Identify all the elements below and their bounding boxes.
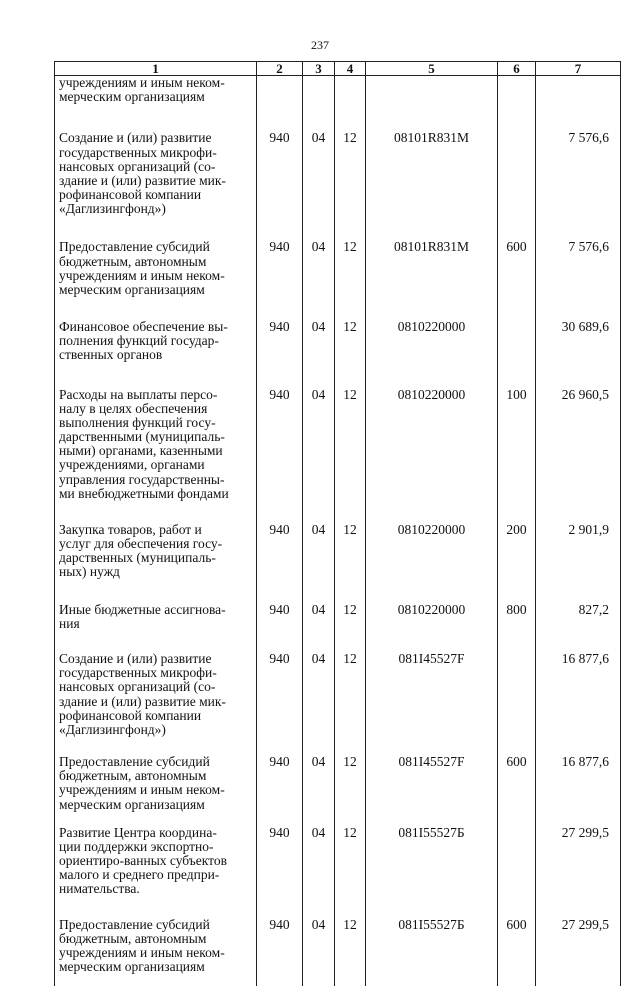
cell-name: Создание и (или) развитие государственных микрофи- нансовых организаций (со- здание и (или) развитие мик- рофинансовой компании «Даглизингфонд») <box>55 131 257 240</box>
table-row <box>55 240 621 320</box>
cell-ministry-code: 940 <box>257 131 303 240</box>
page-number: 237 <box>0 38 640 53</box>
cell-section-code <box>303 76 335 132</box>
cell-target-item-code: 08101R831M <box>366 131 498 240</box>
cell-target-item-code <box>366 76 498 132</box>
cell-name: Расходы на выплаты персо- налу в целях обеспечения выполнения функций госу- дарственными (муниципаль- ными) органами, казенными учреждениями, органами управления государственны- ми внебюджетными фондами <box>55 388 257 523</box>
cell-ministry-code <box>257 76 303 132</box>
cell-amount: 7 576,6 <box>536 240 621 320</box>
cell-name: учреждениям и иным неком- мерческим организациям <box>55 76 257 132</box>
cell-expense-type-code: 600 <box>498 755 536 826</box>
cell-section-code: 04 <box>303 755 335 826</box>
cell-target-item-code: 0810220000 <box>366 388 498 523</box>
cell-subsection-code: 12 <box>335 603 366 652</box>
table-body <box>55 76 621 986</box>
cell-amount: 27 299,5 <box>536 826 621 918</box>
table-row <box>55 826 621 918</box>
cell-expense-type-code <box>498 320 536 388</box>
cell-amount: 26 960,5 <box>536 388 621 523</box>
cell-target-item-code: 08101R831M <box>366 240 498 320</box>
table-row <box>55 131 621 240</box>
table-row <box>55 755 621 826</box>
cell-amount: 30 689,6 <box>536 320 621 388</box>
cell-name: Закупка товаров, работ и услуг для обеспечения госу- дарственных (муниципаль- ных) нужд <box>55 523 257 603</box>
cell-target-item-code: 0810220000 <box>366 320 498 388</box>
cell-ministry-code: 940 <box>257 523 303 603</box>
cell-expense-type-code: 100 <box>498 388 536 523</box>
cell-section-code: 04 <box>303 320 335 388</box>
cell-expense-type-code <box>498 131 536 240</box>
cell-target-item-code: 081I45527F <box>366 652 498 755</box>
table-row <box>55 388 621 523</box>
table-row <box>55 320 621 388</box>
cell-section-code: 04 <box>303 918 335 986</box>
cell-expense-type-code: 800 <box>498 603 536 652</box>
column-header-amount: 7 <box>536 62 621 76</box>
cell-subsection-code: 12 <box>335 918 366 986</box>
cell-ministry-code: 940 <box>257 826 303 918</box>
cell-section-code: 04 <box>303 603 335 652</box>
cell-subsection-code: 12 <box>335 652 366 755</box>
cell-name: Предоставление субсидий бюджетным, автономным учреждениям и иным неком- мерческим организациям <box>55 755 257 826</box>
cell-name: Развитие Центра координа- ции поддержки экспортно- ориентиро-ванных субъектов малого и среднего предпри- нимательства. <box>55 826 257 918</box>
cell-amount <box>536 76 621 132</box>
cell-name: Иные бюджетные ассигнова- ния <box>55 603 257 652</box>
cell-subsection-code: 12 <box>335 523 366 603</box>
cell-expense-type-code <box>498 76 536 132</box>
cell-ministry-code: 940 <box>257 240 303 320</box>
cell-amount: 7 576,6 <box>536 131 621 240</box>
cell-name: Предоставление субсидий бюджетным, автономным учреждениям и иным неком- мерческим организациям <box>55 918 257 986</box>
table-row <box>55 918 621 986</box>
budget-table <box>54 61 621 986</box>
cell-subsection-code: 12 <box>335 240 366 320</box>
cell-section-code: 04 <box>303 652 335 755</box>
cell-expense-type-code: 600 <box>498 918 536 986</box>
cell-expense-type-code <box>498 826 536 918</box>
table-row <box>55 603 621 652</box>
column-header-expense-type: 6 <box>498 62 536 76</box>
cell-ministry-code: 940 <box>257 603 303 652</box>
table-row <box>55 652 621 755</box>
cell-name: Создание и (или) развитие государственных микрофи- нансовых организаций (со- здание и (или) развитие мик- рофинансовой компании «Даглизингфонд») <box>55 652 257 755</box>
cell-ministry-code: 940 <box>257 320 303 388</box>
cell-expense-type-code: 600 <box>498 240 536 320</box>
cell-target-item-code: 081I45527F <box>366 755 498 826</box>
cell-ministry-code: 940 <box>257 755 303 826</box>
cell-subsection-code: 12 <box>335 320 366 388</box>
cell-target-item-code: 0810220000 <box>366 523 498 603</box>
cell-target-item-code: 081I55527Б <box>366 918 498 986</box>
cell-subsection-code: 12 <box>335 755 366 826</box>
cell-name: Предоставление субсидий бюджетным, автономным учреждениям и иным неком- мерческим организациям <box>55 240 257 320</box>
column-header-subsection: 4 <box>335 62 366 76</box>
cell-section-code: 04 <box>303 131 335 240</box>
column-header-target-item: 5 <box>366 62 498 76</box>
cell-expense-type-code: 200 <box>498 523 536 603</box>
cell-ministry-code: 940 <box>257 918 303 986</box>
cell-subsection-code: 12 <box>335 826 366 918</box>
table-row <box>55 523 621 603</box>
cell-amount: 16 877,6 <box>536 652 621 755</box>
column-header-name: 1 <box>55 62 257 76</box>
cell-amount: 2 901,9 <box>536 523 621 603</box>
cell-section-code: 04 <box>303 523 335 603</box>
cell-ministry-code: 940 <box>257 652 303 755</box>
column-header-ministry: 2 <box>257 62 303 76</box>
cell-subsection-code <box>335 76 366 132</box>
cell-subsection-code: 12 <box>335 388 366 523</box>
cell-subsection-code: 12 <box>335 131 366 240</box>
cell-expense-type-code <box>498 652 536 755</box>
column-header-section: 3 <box>303 62 335 76</box>
cell-section-code: 04 <box>303 388 335 523</box>
cell-target-item-code: 081I55527Б <box>366 826 498 918</box>
table-header-row <box>55 62 621 76</box>
cell-amount: 27 299,5 <box>536 918 621 986</box>
table-row <box>55 76 621 132</box>
cell-section-code: 04 <box>303 826 335 918</box>
cell-amount: 16 877,6 <box>536 755 621 826</box>
cell-ministry-code: 940 <box>257 388 303 523</box>
cell-amount: 827,2 <box>536 603 621 652</box>
cell-section-code: 04 <box>303 240 335 320</box>
cell-target-item-code: 0810220000 <box>366 603 498 652</box>
cell-name: Финансовое обеспечение вы- полнения функций государ- ственных органов <box>55 320 257 388</box>
